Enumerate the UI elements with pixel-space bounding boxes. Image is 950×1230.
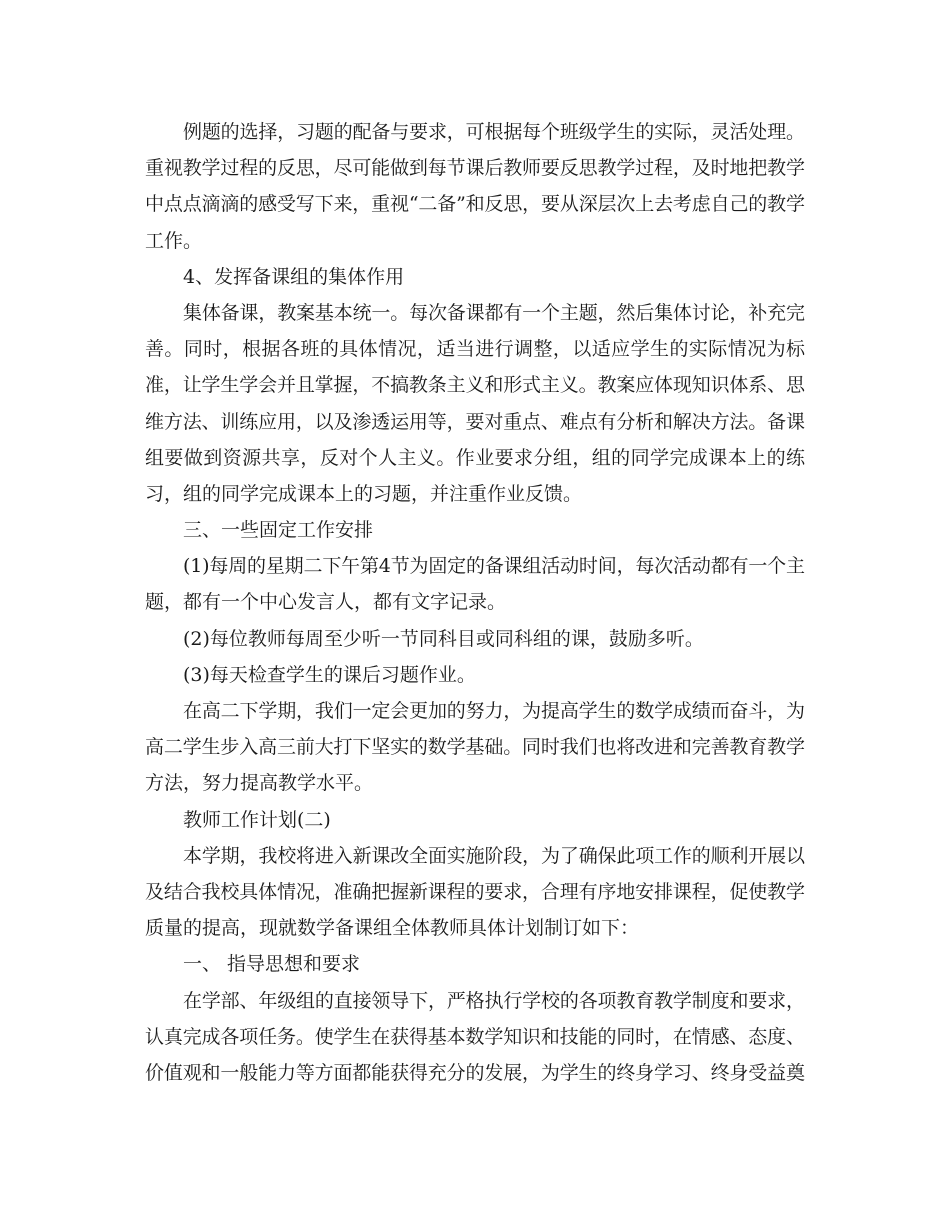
text-line: 维方法、训练应用，以及渗透运用等，要对重点、难点有分析和解决方法。备课 [145,410,805,433]
text-line: 工作。 [145,229,203,252]
text-line: 重视教学过程的反思，尽可能做到每节课后教师要反思教学过程，及时地把教学 [145,157,805,180]
text-line: 本学期，我校将进入新课改全面实施阶段，为了确保此项工作的顺利开展以 [183,844,805,867]
text-line: 在学部、年级组的直接领导下，严格执行学校的各项教育教学制度和要求， [183,989,805,1012]
text-line: 组要做到资源共享，反对个人主义。作业要求分组，组的同学完成课本上的练 [145,446,806,469]
text-line: 方法，努力提高教学水平。 [145,772,374,795]
text-line: 一、 指导思想和要求 [183,953,361,976]
text-line: 教师工作计划(二) [183,808,331,831]
text-line: 准，让学生学会并且掌握，不搞教条主义和形式主义。教案应体现知识体系、思 [145,374,805,397]
text-line: 质量的提高，现就数学备课组全体教师具体计划制订如下： [145,917,640,940]
text-line: 及结合我校具体情况，准确把握新课程的要求，合理有序地安排课程，促使教学 [145,880,805,903]
document-body [145,114,805,1091]
text-line: 习，组的同学完成课本上的习题，并注重作业反馈。 [145,482,583,505]
text-line: 中点点滴滴的感受写下来，重视“二备”和反思，要从深层次上去考虑自己的教学 [145,193,805,216]
text-line: 在高二下学期，我们一定会更加的努力，为提高学生的数学成绩而奋斗，为 [183,700,805,722]
text-line: (2)每位教师每周至少听一节同科目或同科组的课，鼓励多听。 [183,627,704,650]
text-line: 高二学生步入高三前大打下坚实的数学基础。同时我们也将改进和完善教育教学 [145,736,805,759]
text-line: (3)每天检查学生的课后习题作业。 [183,663,476,686]
text-line: 题，都有一个中心发言人，都有文字记录。 [145,591,507,614]
text-line: 认真完成各项任务。使学生在获得基本数学知识和技能的同时，在情感、态度、 [145,1025,805,1048]
text-line: 三、一些固定工作安排 [183,519,374,542]
text-line: 例题的选择，习题的配备与要求，可根据每个班级学生的实际，灵活处理。 [183,121,805,143]
text-line: 4、发挥备课组的集体作用 [183,265,405,288]
text-line: 善。同时，根据各班的具体情况，适当进行调整，以适应学生的实际情况为标 [145,338,806,361]
text-line: 集体备课，教案基本统一。每次备课都有一个主题，然后集体讨论，补充完 [183,301,805,324]
text-line: (1)每周的星期二下午第4节为固定的备课组活动时间，每次活动都有一个主 [183,555,805,578]
text-line: 价值观和一般能力等方面都能获得充分的发展，为学生的终身学习、终身受益奠 [145,1061,805,1084]
